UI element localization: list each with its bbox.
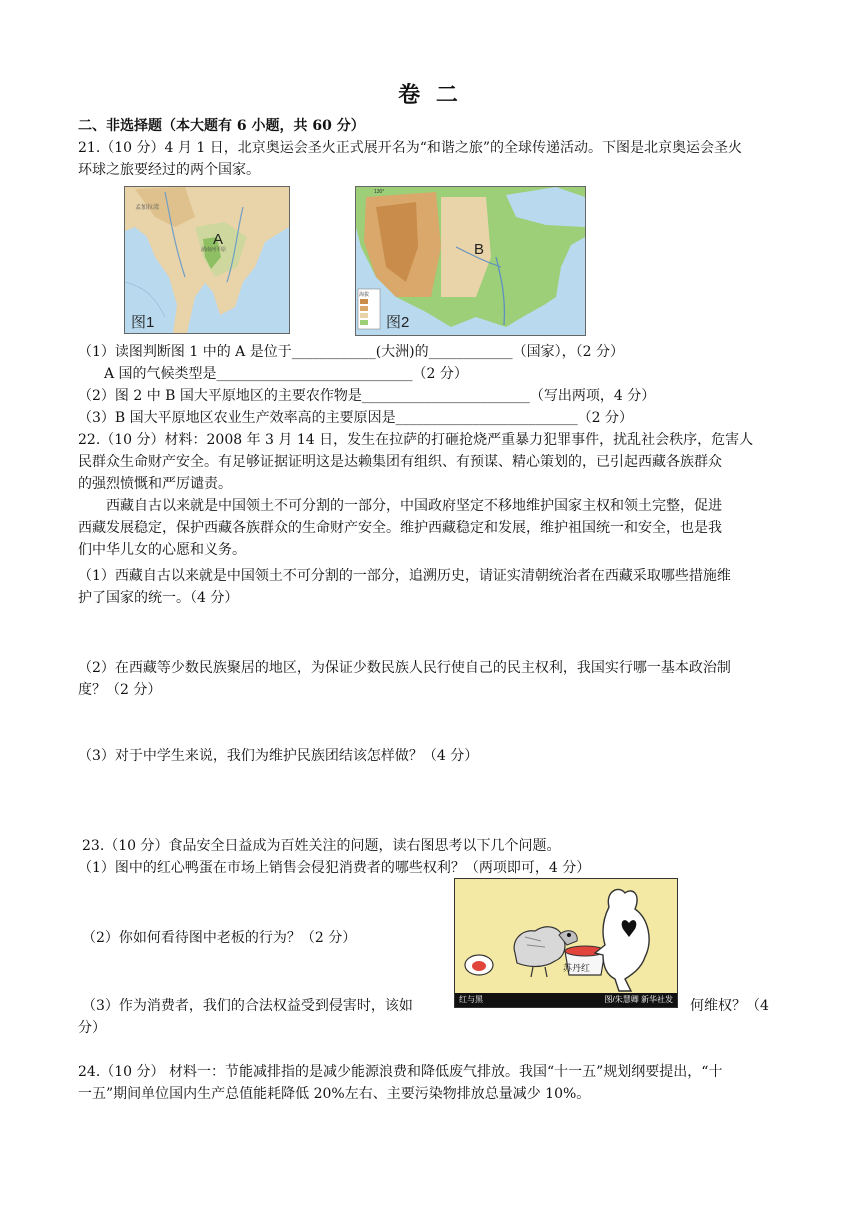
q22-sub-2b: 度？（2 分）	[78, 682, 162, 698]
cartoon-caption-right: 图/朱慧卿 新华社发	[604, 995, 673, 1004]
q23-sub-2: （2）你如何看待图中老板的行为？（2 分）	[82, 930, 357, 946]
q21-sub-1a: （1）读图判断图 1 中的 A 是位于____________(大洲)的____________（国家），（2 分）	[78, 344, 625, 360]
svg-text:130°: 130°	[374, 189, 385, 195]
section-heading: 二、非选择题（本大题有 6 小题，共 60 分）	[78, 118, 365, 134]
q23-line-1: 23.（10 分）食品安全日益成为百姓关注的问题，读右图思考以下几个问题。	[82, 838, 561, 854]
q21-sub-2: （2）图 2 中 B 国大平原地区的主要农作物是________________________（写出两项，4 分）	[78, 388, 656, 404]
q22-sub-2a: （2）在西藏等少数民族聚居的地区，为保证少数民族人民行使自己的民主权利，我国实行哪一基本政治制	[78, 660, 731, 676]
q23-sub-3c: 分）	[78, 1020, 106, 1036]
q21-sub-1b: A 国的气候类型是____________________________（2 分）	[104, 366, 468, 382]
q22-line-2: 民群众生命财产安全。有足够证据证明这是达赖集团有组织、有预谋、精心策划的，已引起西藏各族群众	[78, 454, 722, 470]
cartoon-caption-bar	[455, 993, 677, 1007]
q22-line-1: 22.（10 分）材料：2008 年 3 月 14 日，发生在拉萨的打砸抢烧严重暴力犯罪事件，扰乱社会秩序，危害人	[78, 432, 754, 448]
figure-2-map	[355, 186, 586, 336]
q22-sub-1a: （1）西藏自古以来就是中国领土不可分割的一部分，追溯历史，请证实清朝统治者在西藏采取哪些措施维	[78, 568, 731, 584]
cartoon-graphic	[455, 879, 677, 993]
q23-sub-3b: 何维权？（4	[690, 998, 769, 1014]
cartoon-bucket-label: 苏丹红	[563, 963, 591, 973]
q21-line-2: 环球之旅要经过的两个国家。	[78, 162, 260, 178]
q22-sub-1b: 护了国家的统一。（4 分）	[78, 590, 239, 606]
figure-1-label: 图1	[131, 314, 155, 331]
svg-text:湄南河平原: 湄南河平原	[201, 247, 227, 253]
figure-2-mark-b: B	[474, 241, 485, 258]
q22-line-5: 西藏发展稳定，保护西藏各族群众的生命财产安全。维护西藏稳定和发展，维护祖国统一和安全，也是我	[78, 520, 722, 536]
q22-line-3: 的强烈愤慨和严厉谴责。	[78, 476, 232, 492]
q22-sub-3: （3）对于中学生来说，我们为维护民族团结该怎样做？（4 分）	[78, 748, 479, 764]
food-safety-cartoon	[454, 878, 678, 1008]
svg-text:海拔: 海拔	[359, 292, 370, 298]
q24-line-2: 一五”期间单位国内生产总值能耗降低 20%左右、主要污染物排放总量减少 10%。	[78, 1086, 591, 1102]
page-title: 卷 二	[398, 83, 462, 108]
q22-line-4: 西藏自古以来就是中国领土不可分割的一部分，中国政府坚定不移地维护国家主权和领土完整，促进	[106, 498, 722, 514]
q24-line-1: 24.（10 分） 材料一：节能减排指的是减少能源浪费和降低废气排放。我国“十一五”规划纲要提出，“十	[78, 1064, 723, 1080]
q22-line-6: 们中华儿女的心愿和义务。	[78, 542, 246, 558]
q21-sub-3: （3）B 国大平原地区农业生产效率高的主要原因是__________________________（2 分）	[78, 410, 634, 426]
cartoon-caption-left: 红与黑	[459, 995, 483, 1004]
q21-line-1: 21.（10 分）4 月 1 日，北京奥运会圣火正式展开名为“和谐之旅”的全球传递活动。下图是北京奥运会圣火	[78, 140, 743, 156]
svg-text:孟加拉湾: 孟加拉湾	[135, 205, 160, 211]
figure-2-label: 图2	[386, 314, 410, 331]
figure-1-mark-a: A	[213, 231, 224, 248]
q23-sub-1: （1）图中的红心鸭蛋在市场上销售会侵犯消费者的哪些权利？（两项即可，4 分）	[78, 860, 591, 876]
q23-sub-3a: （3）作为消费者，我们的合法权益受到侵害时，该如	[82, 998, 413, 1014]
figure-1-map	[124, 186, 290, 334]
